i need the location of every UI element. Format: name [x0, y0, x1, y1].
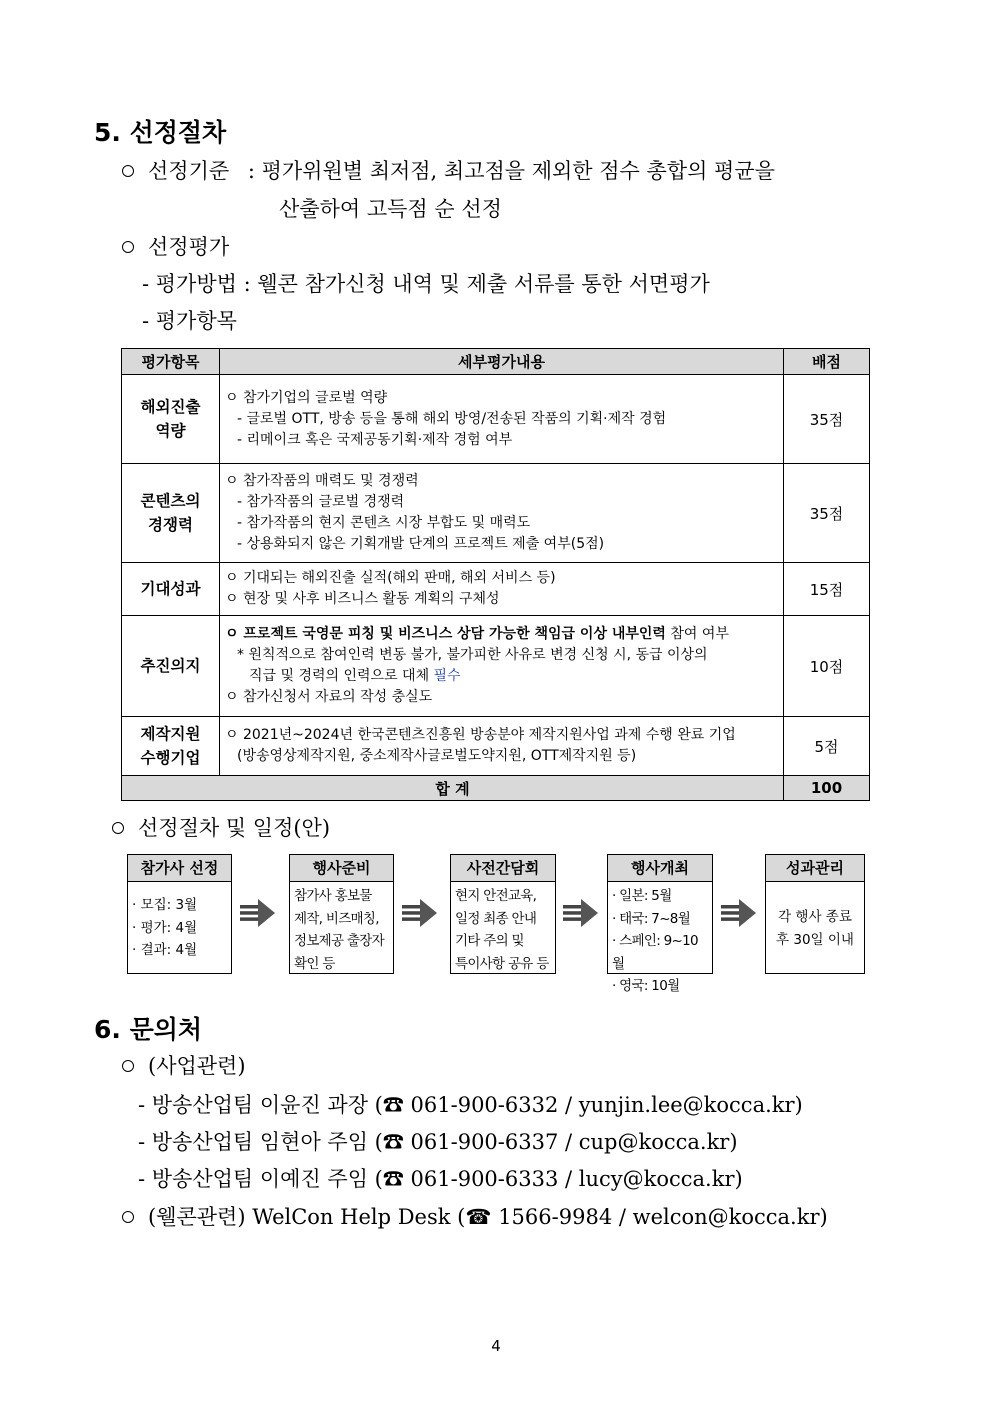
schedule-line	[112, 812, 330, 842]
step-title: 참가사 선정	[128, 855, 231, 882]
step-body: 참가사 홍보물 제작, 비즈매칭, 정보제공 출장자 확인 등	[294, 888, 384, 972]
phone-icon: ☎	[382, 1093, 404, 1117]
section-6-title: 6. 문의처	[94, 1015, 203, 1044]
criteria-label: 선정기준	[148, 159, 230, 183]
business-line	[122, 1050, 246, 1080]
table-row	[122, 375, 870, 464]
step-title: 행사준비	[290, 855, 393, 882]
contact-line: - 방송산업팀 이윤진 과장 (☎ 061-900-6332 / yunjin.lee@kocca.kr)	[138, 1093, 803, 1117]
row-category: 콘텐츠의 경쟁력	[122, 464, 220, 563]
table-row	[122, 616, 870, 717]
row-points: 5점	[784, 717, 870, 776]
contact-line: - 방송산업팀 임현아 주임 (☎ 061-900-6337 / cup@kocca.kr)	[138, 1130, 738, 1154]
circle-bullet-icon	[122, 1211, 134, 1223]
criteria-text: : 평가위원별 최저점, 최고점을 제외한 점수 총합의 평균을	[247, 159, 775, 183]
contact-line: - 방송산업팀 이예진 주임 (☎ 061-900-6333 / lucy@kocca.kr)	[138, 1167, 743, 1191]
row-details: ㅇ 참가작품의 매력도 및 경쟁력 - 참가작품의 글로벌 경쟁력 - 참가작품의 현지 콘텐츠 시장 부합도 및 매력도 - 상용화되지 않은 기획개발 단계의 프로젝트 제출 여부(5점)	[220, 464, 784, 563]
arrow-right-icon	[402, 898, 438, 928]
step-box	[607, 854, 713, 994]
table-row	[122, 464, 870, 563]
phone-icon: ☎	[465, 1205, 492, 1229]
header-category: 평가항목	[122, 349, 220, 375]
arrow-right-icon	[721, 898, 757, 928]
criteria-text-cont: 산출하여 고득점 순 선정	[279, 197, 502, 221]
row-category: 기대성과	[122, 563, 220, 616]
step-box	[450, 854, 556, 974]
row-details: ㅇ 프로젝트 국영문 피칭 및 비즈니스 상담 가능한 책임급 이상 내부인력 참여 여부 * 원칙적으로 참여인력 변동 불가, 불가피한 사유로 변경 신청 시, 동급 이상의 직급 및 경력의 인력으로 대체 필수 ㅇ 참가신청서 자료의 작성 충실도	[220, 616, 784, 717]
phone-icon: ☎	[382, 1130, 404, 1154]
section-5-title: 5. 선정절차	[94, 118, 227, 147]
step-box	[765, 854, 865, 974]
step-box	[289, 854, 394, 974]
arrow-right-icon	[563, 898, 599, 928]
criteria-line	[122, 155, 775, 185]
step-title: 사전간담회	[451, 855, 555, 882]
row-points: 35점	[784, 464, 870, 563]
step-body: · 일본: 5월 · 태국: 7~8월 · 스페인: 9~10월 · 영국: 10월	[612, 888, 698, 994]
schedule-label: 선정절차 및 일정(안)	[138, 816, 331, 840]
row-points: 35점	[784, 375, 870, 464]
total-label: 합 계	[122, 776, 784, 801]
eval-method: - 평가방법 : 웰콘 참가신청 내역 및 제출 서류를 통한 서면평가	[142, 272, 710, 296]
page-number: 4	[491, 1337, 501, 1355]
step-body: 각 행사 종료 후 30일 이내	[776, 909, 854, 948]
arrow-right-icon	[240, 898, 276, 928]
eval-items-label: - 평가항목	[142, 309, 237, 333]
step-title: 행사개최	[608, 855, 712, 882]
step-body: · 모집: 3월 · 평가: 4월 · 결과: 4월	[132, 897, 198, 958]
welcon-contact-line: (웰콘관련) WelCon Help Desk (☎ 1566-9984 / welcon@kocca.kr)	[122, 1201, 828, 1231]
row-details: ㅇ 2021년~2024년 한국콘텐츠진흥원 방송분야 제작지원사업 과제 수행 완료 기업 (방송영상제작지원, 중소제작사글로벌도약지원, OTT제작지원 등)	[220, 717, 784, 776]
row-category: 해외진출 역량	[122, 375, 220, 464]
table-row	[122, 717, 870, 776]
row-category: 제작지원 수행기업	[122, 717, 220, 776]
circle-bullet-icon	[122, 241, 134, 253]
total-points: 100	[784, 776, 870, 801]
phone-icon: ☎	[382, 1167, 404, 1191]
eval-label: 선정평가	[148, 235, 230, 259]
row-points: 10점	[784, 616, 870, 717]
header-points: 배점	[784, 349, 870, 375]
circle-bullet-icon	[122, 165, 134, 177]
row-points: 15점	[784, 563, 870, 616]
table-row	[122, 563, 870, 616]
row-details: ㅇ 기대되는 해외진출 실적(해외 판매, 해외 서비스 등) ㅇ 현장 및 사후 비즈니스 활동 계획의 구체성	[220, 563, 784, 616]
step-body: 현지 안전교육, 일정 최종 안내 기타 주의 및 특이사항 공유 등	[455, 888, 549, 972]
table-total-row	[122, 776, 870, 801]
step-title: 성과관리	[766, 855, 864, 882]
circle-bullet-icon	[122, 1060, 134, 1072]
evaluation-table	[121, 348, 870, 801]
table-header-row	[122, 349, 870, 375]
header-details: 세부평가내용	[220, 349, 784, 375]
eval-line	[122, 231, 229, 261]
step-box	[127, 854, 232, 974]
row-details: ㅇ 참가기업의 글로벌 역량 - 글로벌 OTT, 방송 등을 통해 해외 방영/전송된 작품의 기획·제작 경험 - 리메이크 혹은 국제공동기획·제작 경험 여부	[220, 375, 784, 464]
business-label: (사업관련)	[148, 1054, 246, 1078]
row-category: 추진의지	[122, 616, 220, 717]
circle-bullet-icon	[112, 822, 124, 834]
